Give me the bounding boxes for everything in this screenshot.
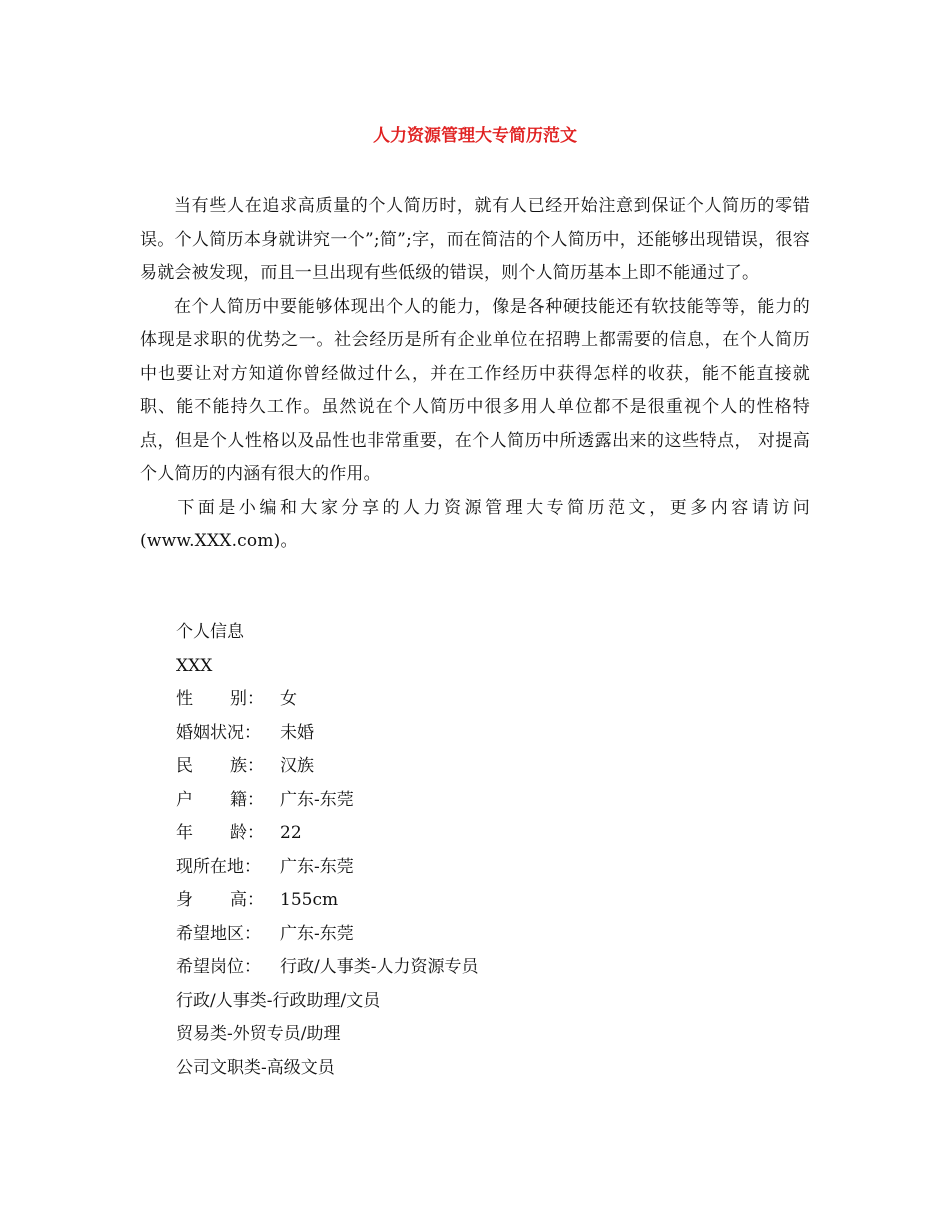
applicant-name: XXX: [176, 655, 213, 676]
info-row-location: [176, 851, 776, 885]
info-value: 广东-东莞: [280, 923, 354, 944]
info-value: 行政/人事类-人力资源专员: [280, 957, 479, 977]
info-row-marital: [176, 717, 776, 751]
info-value: 广东-东莞: [280, 789, 354, 810]
info-value: 广东-东莞: [280, 856, 354, 877]
intro-text: [140, 190, 810, 559]
info-row-height: [176, 884, 776, 918]
info-row-age: [176, 817, 776, 851]
info-label: 希望岗位：: [176, 957, 261, 977]
info-label: 身 高：: [176, 890, 264, 910]
info-label: 性 别：: [176, 689, 264, 709]
info-label: 现所在地：: [176, 856, 261, 877]
paragraph-1: 当有些人在追求高质量的个人简历时，就有人已经开始注意到保证个人简历的零错误。个人简历本身就讲究一个”;简”;字，而在简洁的个人简历中，还能够出现错误，很容易就会被发现，而且一旦出现有些低级的错误，则个人简历基本上即不能通过了。: [140, 196, 810, 283]
info-label: 民 族：: [176, 756, 264, 776]
info-value: 未婚: [280, 722, 314, 743]
info-row-ethnicity: [176, 750, 776, 784]
info-value: 女: [280, 689, 297, 709]
info-label: 户 籍：: [176, 789, 264, 810]
section-heading: 个人信息: [176, 622, 244, 642]
document-title: 人力资源管理大专简历范文: [373, 126, 577, 146]
info-row-desired-area: [176, 918, 776, 952]
info-label: 婚姻状况：: [176, 722, 261, 743]
info-label: 希望地区：: [176, 923, 261, 944]
paragraph-3: 下面是小编和大家分享的人力资源管理大专简历范文，更多内容请访问(www.XXX.com)。: [140, 497, 810, 551]
info-value: 汉族: [280, 756, 314, 776]
paragraph-2: 在个人简历中要能够体现出个人的能力，像是各种硬技能还有软技能等等，能力的体现是求职的优势之一。社会经历是所有企业单位在招聘上都需要的信息，在个人简历中也要让对方知道你曾经做过什么，并在工作经历中获得怎样的收获，能不能直接就职、能不能持久工作。虽然说在个人简历中很多用人单位都不是很重视个人的性格特点，但是个人性格以及品性也非常重要，在个人简历中所透露出来的这些特点， 对提高个人简历的内涵有很大的作用。: [140, 296, 810, 484]
info-value: 155cm: [280, 890, 339, 910]
personal-info-section: [176, 616, 776, 1085]
info-value: 22: [280, 823, 302, 843]
info-row-gender: [176, 683, 776, 717]
info-label: 年 龄：: [176, 823, 264, 843]
extra-position: 行政/人事类-行政助理/文员: [176, 990, 381, 1011]
info-row-desired-position: [176, 951, 776, 985]
info-row-hukou: [176, 784, 776, 818]
extra-position: 贸易类-外贸专员/助理: [176, 1024, 341, 1044]
extra-position: 公司文职类-高级文员: [176, 1057, 335, 1078]
